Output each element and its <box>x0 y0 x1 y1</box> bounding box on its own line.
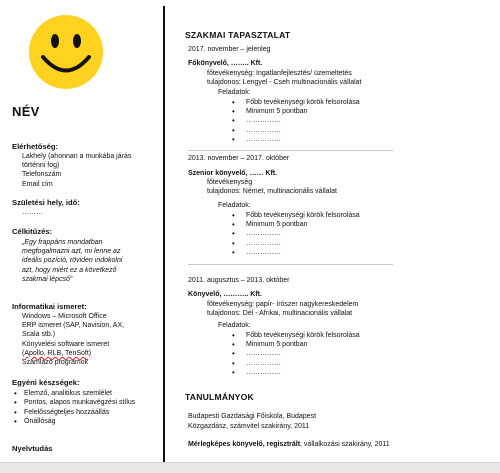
job-task-list <box>226 98 360 144</box>
goals-block <box>22 238 122 284</box>
it-line: Scala stb.) <box>22 331 56 339</box>
contact-line: Lakhely (ahonnan a munkába járás <box>22 153 132 160</box>
job-tasks-label: Feladatok: <box>218 89 251 96</box>
task-item: • …………… <box>226 229 360 238</box>
goals-line: „Egy frappáns mondatban <box>22 239 103 246</box>
experience-title: SZAKMAI TAPASZTALAT <box>185 30 291 40</box>
task-item: • …………… <box>226 359 360 368</box>
task-item: • Minimum 5 pontban <box>226 340 360 349</box>
job-date: 2013. november – 2017. október <box>188 155 290 162</box>
contact-heading: Elérhetőség: <box>12 142 58 151</box>
task-item: • Főbb tevékenységi körök felsorolása <box>226 331 360 340</box>
it-line: Könyvelési software ismeret <box>22 340 110 348</box>
contact-line: Telefonszám <box>22 171 62 179</box>
job-position: Szenior könyvelő, …… Kft. <box>188 170 278 177</box>
task-item: • …………… <box>226 349 360 358</box>
contact-line: Email cím <box>22 180 53 188</box>
goals-line: azt, hogy miért ez a következő <box>22 266 117 274</box>
job-tasks-label: Feladatok: <box>218 322 251 329</box>
job-owner: tulajdonos: Német, multinacionális vállalat <box>207 188 337 195</box>
skill-item: • Pontos, alapos munkavégzési stílus <box>12 398 135 407</box>
it-line: Számlázó programok <box>22 359 89 367</box>
job-activity: főtevékenység: Ingatlanfejlesztés/ üzemeltetés <box>207 70 352 77</box>
education-extra-rest: , vállalkozási szakirány, 2011 <box>300 441 390 448</box>
it-heading: Informatikai ismeret: <box>12 302 87 311</box>
skill-item: • Önállóság <box>12 417 135 426</box>
it-line: Windows – Microsoft Office <box>22 313 107 320</box>
it-line: ERP ismeret (SAP, Navision, AX, <box>22 322 125 330</box>
column-divider <box>163 6 165 462</box>
task-item: • …………… <box>226 116 360 125</box>
skill-item: • Elemző, analitikus szemlélet <box>12 389 135 398</box>
education-extra <box>188 441 390 448</box>
job-activity: főtevékenység: papír- írószer nagykereskedelem <box>207 301 359 308</box>
job-task-list <box>226 211 360 257</box>
task-item: • Főbb tevékenységi körök felsorolása <box>226 98 360 107</box>
task-item: • …………… <box>226 248 360 257</box>
skill-item: • Felelősségteljes hozzáállás <box>12 408 135 417</box>
birth-heading: Születési hely, idő: <box>12 198 80 207</box>
education-extra-bold: Mérlegképes könyvelő, regisztrált <box>188 441 301 448</box>
job-position: Főkönyvelő, …….. Kft. <box>188 60 263 67</box>
task-item: • …………… <box>226 126 360 135</box>
job-owner: tulajdonos: Dél - Afrikai, multinacionális vállalat <box>207 310 353 317</box>
bottom-scroll-bar[interactable] <box>0 462 500 473</box>
task-item: • Minimum 5 pontban <box>226 220 360 229</box>
job-task-list <box>226 331 360 377</box>
task-item: • …………… <box>226 239 360 248</box>
job-owner: tulajdonos: Lengyel - Cseh multinacionális vállalat <box>207 79 362 86</box>
job-tasks-label: Feladatok: <box>218 202 251 209</box>
education-school: Budapesti Gazdasági Főiskola, Budapest <box>188 413 317 420</box>
job-date: 2017. november – jelenleg <box>188 46 271 53</box>
it-line: (Apollo, RLB, TenSoft) <box>22 349 92 357</box>
smiley-photo-icon <box>28 14 104 90</box>
task-item: • Főbb tevékenységi körök felsorolása <box>226 211 360 220</box>
skills-list <box>12 389 135 427</box>
education-degree: Közgazdász, számvitel szakirány, 2011 <box>188 423 310 430</box>
it-block <box>22 312 124 367</box>
name-heading: NÉV <box>12 104 40 119</box>
goals-heading: Célkitűzés: <box>12 227 53 236</box>
languages-heading: Nyelvtudás <box>12 444 53 453</box>
job-date: 2011. augusztus – 2013. október <box>188 277 290 284</box>
section-separator <box>188 264 393 265</box>
skills-heading: Egyéni készségek: <box>12 378 80 387</box>
education-title: TANULMÁNYOK <box>185 392 254 402</box>
job-position: Könyvelő, ……….. Kft. <box>188 291 262 298</box>
task-item: • Minimum 5 pontban <box>226 107 360 116</box>
goals-line: szakmai lépcső” <box>22 275 73 283</box>
job-activity: főtevékenység <box>207 179 253 186</box>
goals-line: ideális pozíció, röviden indokolni <box>22 257 123 265</box>
goals-line: megfogalmazni azt, mi lenne az <box>22 248 121 256</box>
birth-value: ……… <box>22 209 43 216</box>
section-separator <box>188 150 393 151</box>
contact-line: történni fog) <box>22 162 60 170</box>
contact-block <box>22 152 131 189</box>
task-item: • …………… <box>226 135 360 144</box>
task-item: • …………… <box>226 368 360 377</box>
